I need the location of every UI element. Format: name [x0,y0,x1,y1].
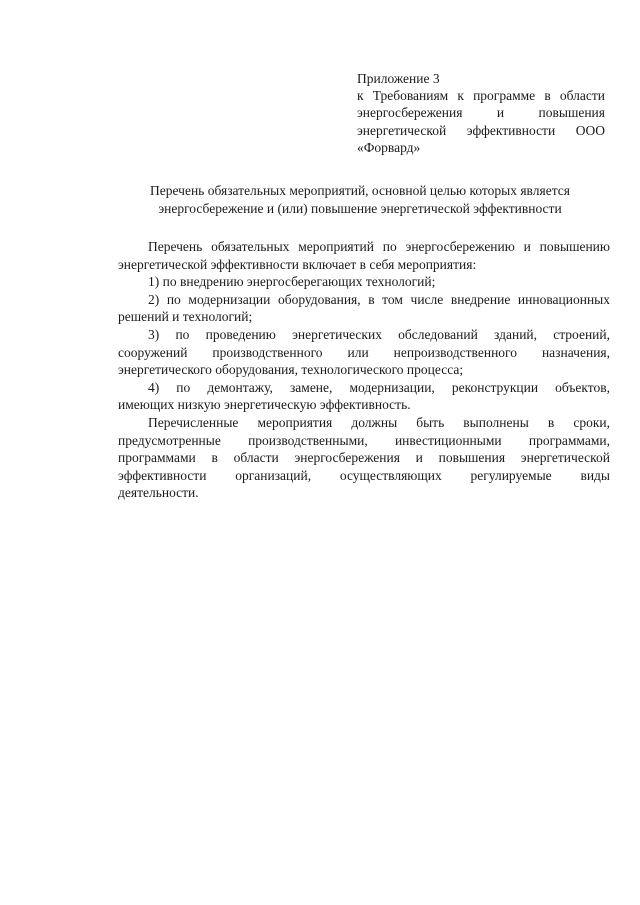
body-line: программами в области энергосбережения и повышения энергетической [118,450,610,466]
appendix-header [357,70,605,156]
body-paragraph-intro: Перечень обязательных мероприятий по энергосбережению и повышению [148,239,610,254]
title-line: энергосбережение и (или) повышение энергетической эффективности [158,201,562,216]
body-line: решений и технологий; [118,309,253,325]
document-title [100,182,620,218]
body-line: энергетического оборудования, технологического процесса; [118,362,464,378]
body-line: сооружений производственного или непроизводственного назначения, [118,344,610,360]
appendix-line: к Требованиям к программе в области [357,88,605,104]
appendix-line: энергосбережения и повышения [357,105,605,121]
document-body [118,238,610,502]
body-line: деятельности. [118,485,199,501]
body-line: эффективности организаций, осуществляющих регулируемые виды [118,467,610,483]
body-line: имеющих низкую энергетическую эффективность. [118,397,411,413]
body-paragraph-closing: Перечисленные мероприятия должны быть выполнены в сроки, [148,414,610,430]
appendix-line: «Форвард» [357,139,421,155]
title-line: Перечень обязательных мероприятий, основной целью которых является [150,183,570,198]
appendix-number: Приложение 3 [357,71,440,86]
body-line: энергетической эффективности включает в себя мероприятия: [118,256,477,272]
list-item-4: 4) по демонтажу, замене, модернизации, реконструкции объектов, [148,379,610,395]
body-line: предусмотренные производственными, инвестиционными программами, [118,432,610,448]
list-item-3: 3) по проведению энергетических обследований зданий, строений, [148,326,610,342]
list-item-1: 1) по внедрению энергосберегающих технологий; [148,274,436,290]
list-item-2: 2) по модернизации оборудования, в том числе внедрение инновационных [148,291,610,307]
appendix-line: энергетической эффективности ООО [357,122,605,138]
